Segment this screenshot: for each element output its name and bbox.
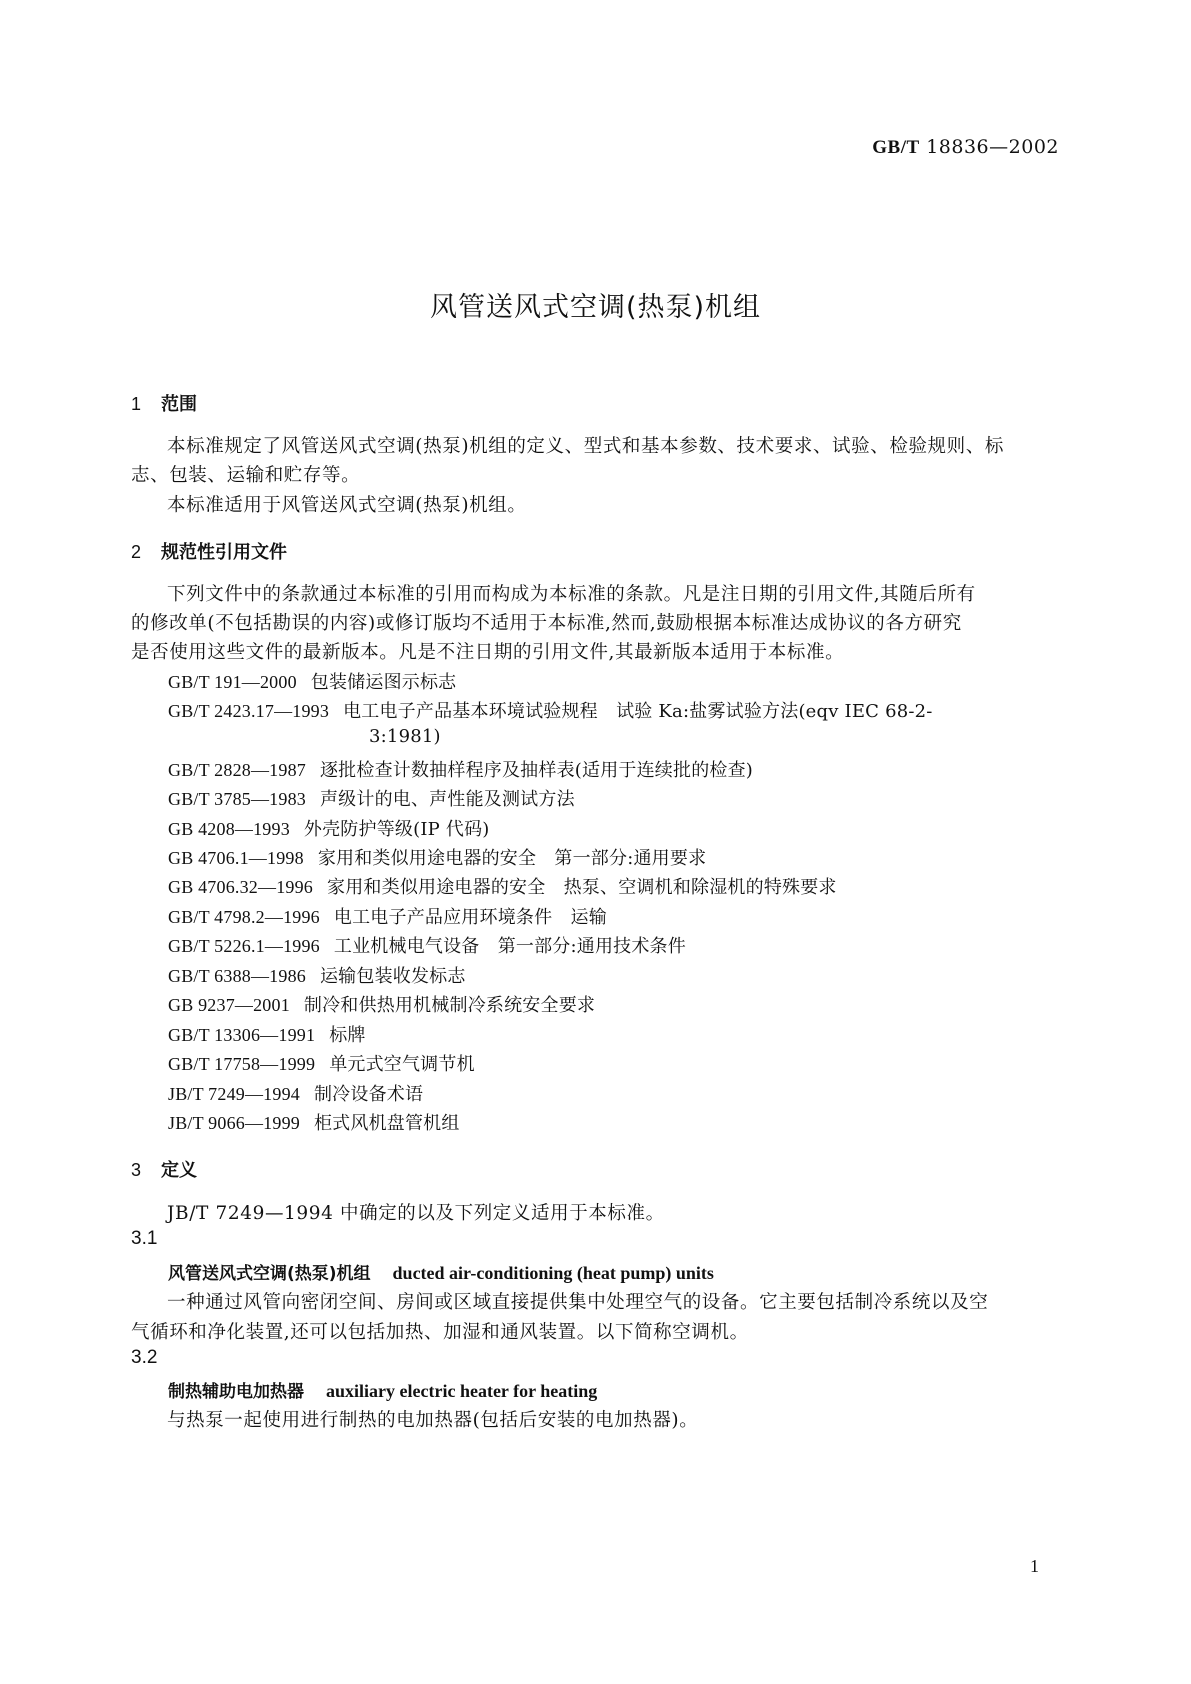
paragraph-line: JB/T 7249—1994 中确定的以及下列定义适用于本标准。 [167,1203,665,1224]
reference-item [168,1109,460,1135]
term-chinese: 制热辅助电加热器 [168,1382,304,1402]
reference-item [168,991,595,1017]
reference-item [168,932,686,958]
reference-title: 外壳防护等级(IP 代码) [303,819,490,840]
reference-continuation: 3:1981) [369,726,441,747]
reference-title: 家用和类似用途电器的安全 热泵、空调机和除湿机的特殊要求 [327,877,837,898]
section-title: 定义 [161,1160,197,1181]
section-number: 1 [131,394,142,414]
reference-item [168,962,466,988]
reference-code: GB/T 191—2000 [168,672,297,692]
reference-code: GB/T 3785—1983 [168,789,306,809]
term-3-2 [168,1377,597,1402]
reference-code: GB/T 5226.1—1996 [168,936,320,956]
term-3-1 [168,1259,714,1284]
clause-number: 3.1 [131,1228,158,1249]
paragraph-line: 志、包装、运输和贮存等。 [131,465,361,486]
reference-item [168,844,706,870]
reference-title: 标牌 [329,1025,366,1046]
standard-code [872,136,1059,159]
reference-code: GB 9237—2001 [168,995,290,1015]
reference-code: GB 4706.32—1996 [168,877,314,897]
section-title: 范围 [161,394,197,415]
reference-code: GB/T 17758—1999 [168,1054,316,1074]
reference-item [168,1050,475,1076]
reference-title: 制冷设备术语 [313,1084,424,1105]
paragraph-line: 本标准规定了风管送风式空调(热泵)机组的定义、型式和基本参数、技术要求、试验、检验规则、标 [167,436,1004,457]
reference-title: 电工电子产品应用环境条件 运输 [333,907,607,928]
section-1-heading [131,390,197,416]
section-title: 规范性引用文件 [161,542,287,563]
section-2-heading [131,538,287,564]
section-number: 2 [131,542,142,562]
reference-item [168,815,490,841]
reference-item [168,1021,366,1047]
reference-item [168,903,607,929]
reference-item [168,756,753,782]
reference-title: 工业机械电气设备 第一部分:通用技术条件 [333,936,686,957]
document-title: 风管送风式空调(热泵)机组 [429,292,762,323]
page-number: 1 [1030,1556,1039,1576]
standard-number: 18836—2002 [926,136,1059,158]
term-chinese: 风管送风式空调(热泵)机组 [168,1264,371,1284]
reference-item [168,1080,423,1106]
reference-item [168,873,837,899]
reference-item [168,785,575,811]
term-english: ducted air-conditioning (heat pump) units [392,1263,714,1283]
definition-line: 气循环和净化装置,还可以包括加热、加湿和通风装置。以下简称空调机。 [131,1322,749,1343]
reference-code: JB/T 7249—1994 [168,1084,300,1104]
term-english: auxiliary electric heater for heating [326,1381,598,1401]
reference-title: 逐批检查计数抽样程序及抽样表(适用于连续批的检查) [319,760,754,781]
reference-code: GB/T 2828—1987 [168,760,306,780]
reference-title: 包装储运图示标志 [310,672,457,693]
definition-line: 一种通过风管向密闭空间、房间或区域直接提供集中处理空气的设备。它主要包括制冷系统以及空 [167,1292,989,1313]
section-number: 3 [131,1160,142,1180]
paragraph-line: 下列文件中的条款通过本标准的引用而构成为本标准的条款。凡是注日期的引用文件,其随后所有 [167,584,976,605]
clause-number: 3.2 [131,1347,158,1368]
paragraph-line: 是否使用这些文件的最新版本。凡是不注日期的引用文件,其最新版本适用于本标准。 [131,642,845,663]
definition-line: 与热泵一起使用进行制热的电加热器(包括后安装的电加热器)。 [167,1410,699,1431]
reference-item [168,697,933,723]
reference-title: 运输包装收发标志 [319,966,466,987]
reference-code: GB/T 2423.17—1993 [168,701,330,721]
reference-title: 柜式风机盘管机组 [313,1113,460,1134]
reference-title: 单元式空气调节机 [329,1054,475,1075]
reference-title: 电工电子产品基本环境试验规程 试验 Ka:盐雾试验方法(eqv IEC 68-2- [343,701,933,722]
reference-code: GB/T 13306—1991 [168,1025,316,1045]
reference-code: GB 4706.1—1998 [168,848,304,868]
reference-code: GB/T 6388—1986 [168,966,306,986]
standard-prefix: GB/T [872,137,920,158]
reference-code: GB/T 4798.2—1996 [168,907,320,927]
paragraph-line: 本标准适用于风管送风式空调(热泵)机组。 [167,495,527,516]
reference-title: 家用和类似用途电器的安全 第一部分:通用要求 [317,848,707,869]
reference-item [168,668,456,694]
reference-code: JB/T 9066—1999 [168,1113,300,1133]
reference-title: 制冷和供热用机械制冷系统安全要求 [303,995,596,1016]
reference-code: GB 4208—1993 [168,819,290,839]
paragraph-line: 的修改单(不包括勘误的内容)或修订版均不适用于本标准,然而,鼓励根据本标准达成协议的各方研究 [131,613,962,634]
section-3-heading [131,1156,197,1182]
reference-title: 声级计的电、声性能及测试方法 [319,789,575,810]
